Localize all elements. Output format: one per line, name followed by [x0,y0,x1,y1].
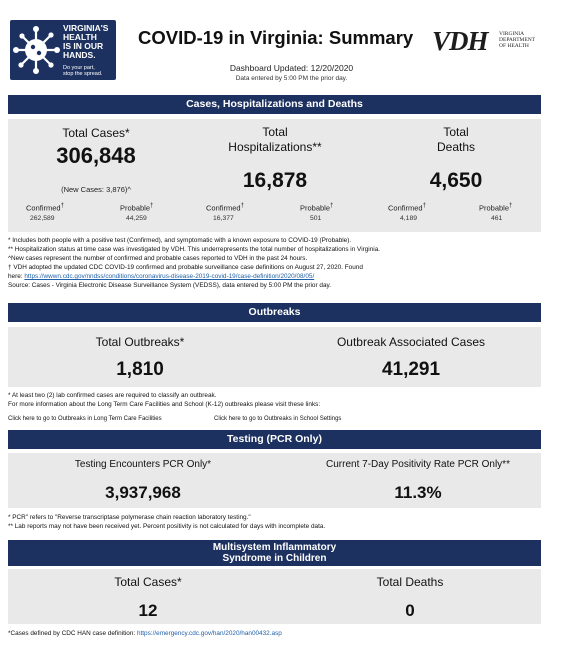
logo-left-title: VIRGINIA'S HEALTH IS IN OUR HANDS. [63,23,109,60]
cases-confirmed-label: Confirmed† [26,203,64,213]
hospitalizations-value: 16,878 [242,169,308,192]
hosp-probable-value: 501 [310,215,322,222]
deaths-label-line1: Total [443,125,469,139]
school-outbreaks-link[interactable]: Click here to go to Outbreaks in School Settings [214,416,342,422]
logo-left-tagline: Do your part, stop the spread. [63,65,103,77]
outbreak-associated-cases-label: Outbreak Associated Cases [336,335,486,349]
hosp-confirmed-label: Confirmed† [206,203,244,213]
hosp-confirmed-value: 16,377 [213,215,234,222]
testing-note-2: ** Lab reports may not have been received yet. Percent positivity is not calculated for days with incomplete data. [8,523,326,530]
cases-note-3: ^New cases represent the number of confirmed and probable cases reported to VDH in the past 24 hours. [8,255,308,262]
page-title: COVID-19 in Virginia: Summary [138,27,414,48]
section-bar-cases: Cases, Hospitalizations and Deaths [8,95,541,114]
new-cases-value: (New Cases: 3,876)^ [61,185,131,194]
outbreaks-note-1: * At least two (2) lab confirmed cases are required to classify an outbreak. [8,392,217,399]
vdh-logo-mark: VDH [432,26,488,56]
cdc-han-link[interactable]: https://emergency.cdc.gov/han/2020/han00432.asp [136,630,282,637]
deaths-value: 4,650 [429,169,483,192]
mis-c-cases-value: 12 [138,601,158,620]
testing-encounters-value: 3,937,968 [105,483,181,502]
cases-note-1: * Includes both people with a positive test (Confirmed), and symptomatic with a known exposure to COVID-19 (Probable). [8,237,352,244]
dashboard-updated: Dashboard Updated: 12/20/2020 [229,63,354,73]
mis-c-cases-label: Total Cases* [114,575,182,589]
section-bar-mis-c [8,540,541,566]
mis-c-title-line2: Syndrome in Children [222,553,327,564]
note-here-text: here: [8,273,25,280]
deaths-confirmed-label: Confirmed† [388,203,426,213]
ltcf-outbreaks-link[interactable]: Click here to go to Outbreaks in Long Term Care Facilities [8,416,162,422]
outbreaks-panel [8,327,541,387]
cases-note-2: ** Hospitalization status at time case was investigated by VDH. This underrepresents the total number of hospitalizations in Virginia. [8,246,381,253]
mis-c-title-line1: Multisystem Inflammatory [212,542,337,553]
total-cases-label: Total Cases* [62,126,130,140]
mis-c-panel [8,569,541,624]
deaths-probable-label: Probable† [479,203,513,213]
hosp-probable-label: Probable† [300,203,334,213]
total-cases-value: 306,848 [56,143,136,168]
testing-panel [8,453,541,508]
cases-note-4: † VDH adopted the updated CDC COVID-19 confirmed and probable surveillance case definitions on August 27, 2020. Found [8,264,363,271]
cases-note-link-line [8,273,314,281]
vdh-logo-subtitle: VIRGINIA DEPARTMENT OF HEALTH [499,31,536,49]
data-entered-note: Data entered by 5:00 PM the prior day. [235,75,348,82]
cases-probable-label: Probable† [120,203,154,213]
outbreaks-note-2: For more information about the Long Term Care Facilities and School (K-12) outbreaks please visit these links: [8,401,321,408]
deaths-probable-value: 461 [491,215,503,222]
deaths-label-line2: Deaths [436,140,476,154]
hospitalizations-label-line1: Total [262,125,288,139]
cases-probable-value: 44,259 [126,215,147,222]
cases-confirmed-value: 262,589 [30,215,55,222]
cases-panel [8,119,541,232]
positivity-rate-label: Current 7-Day Positivity Rate PCR Only** [326,459,510,470]
testing-encounters-label: Testing Encounters PCR Only* [74,459,212,470]
section-bar-testing: Testing (PCR Only) [8,430,541,449]
total-outbreaks-label: Total Outbreaks* [95,335,185,349]
page-header [0,0,563,92]
mis-c-deaths-value: 0 [405,601,415,620]
positivity-rate-value: 11.3% [394,483,442,502]
mis-c-note: *Cases defined by CDC HAN case definition: https://emergency.cdc.gov/han/2020/han00432.asp [8,630,282,637]
section-bar-outbreaks: Outbreaks [8,303,541,322]
deaths-confirmed-value: 4,189 [400,215,418,222]
cdc-case-definition-link[interactable]: https://wwwn.cdc.gov/nndss/conditions/coronavirus-disease-2019-covid-19/case-definition/2020/08/05/ [24,273,315,280]
cases-source-note: Source: Cases - Virginia Electronic Disease Surveillance System (VEDSS), data entered by 5:00 PM the prior day. [8,282,331,289]
hospitalizations-label-line2: Hospitalizations** [228,140,322,154]
mis-c-deaths-label: Total Deaths [376,575,444,589]
total-outbreaks-value: 1,810 [116,359,164,380]
testing-note-1: * PCR" refers to "Reverse transcriptase polymerase chain reaction laboratory testing." [8,514,251,521]
outbreak-associated-cases-value: 41,291 [381,359,441,380]
